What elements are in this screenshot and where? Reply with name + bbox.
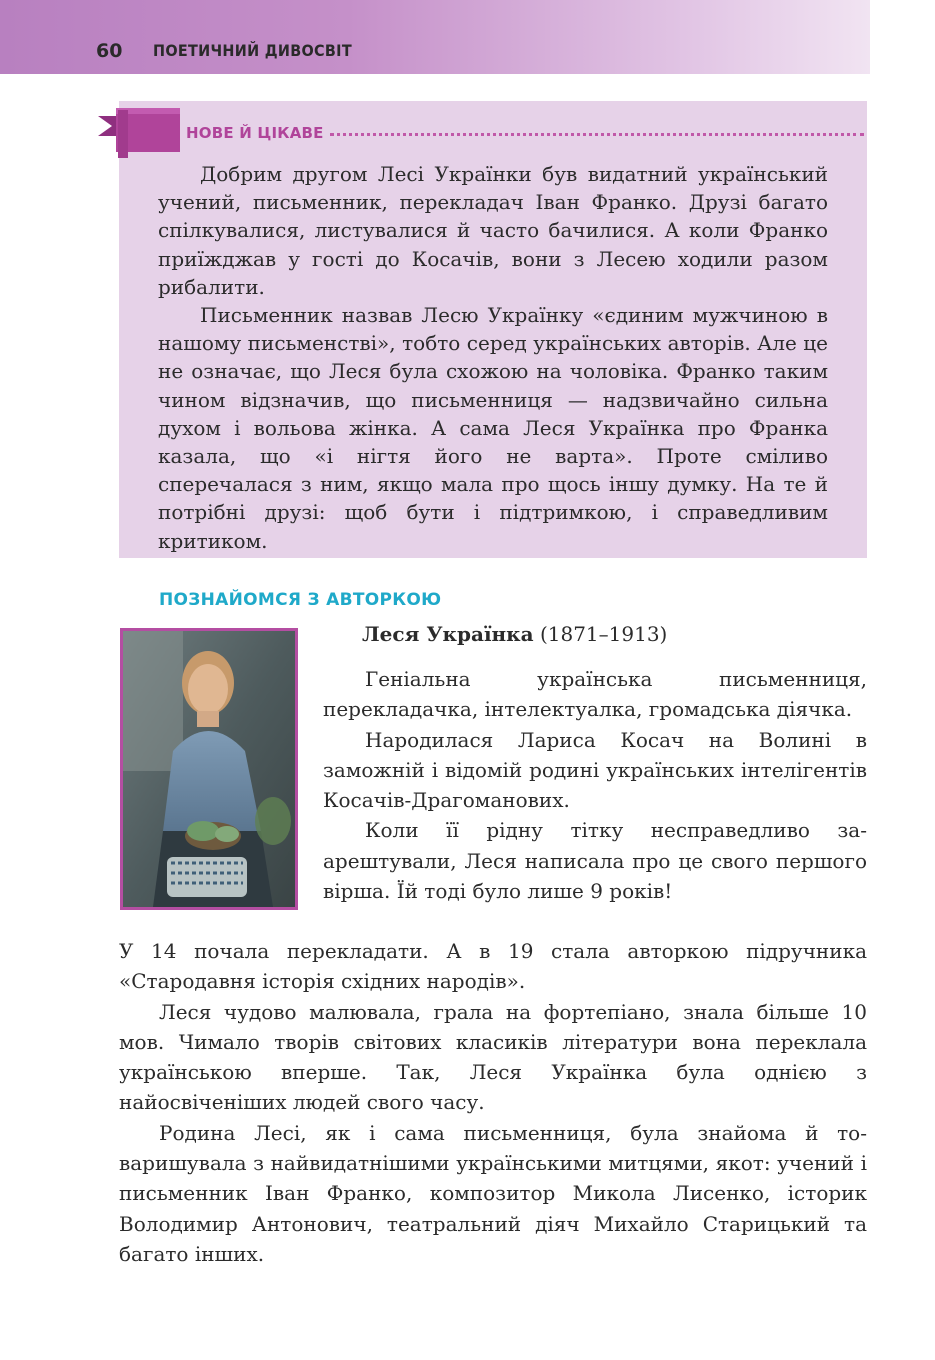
author-years: (1871–1913) [539,622,668,646]
bio-paragraph: Леся чудово малювала, грала на фортепіано, знала більше 10 мов. Чимало творів світових класиків літератури вона переклала українською вперше. Так, Леся Українка була однією з найосвіченіших людей свого часу. [119,999,867,1115]
dotted-divider [330,133,864,136]
box-paragraph: Добрим другом Лесі Українки був видатний український учений, письменник, перекладач Іван Франко. Друзі багато спілкувалися, листувалися й часто бачилися. А коли Франко приїжджав у гості до Косачів, вони з Лесею ходили разом рибалити. [158,162,828,299]
bio-paragraph: У 14 почала перекладати. А в 19 стала авторкою підручника «Стародавня історія східних народів». [119,939,867,994]
author-portrait [120,628,298,910]
bio-paragraph: Народилася Лариса Косач на Волині в заможній і відомій родині українських інтелігентів Косачів-Драгоманових. [323,727,867,813]
page-number: 60 [96,40,123,62]
section-heading: ПОЗНАЙОМСЯ З АВТОРКОЮ [159,590,442,610]
header-band [0,0,870,74]
bio-paragraph: Родина Лесі, як і сама письменниця, була знайома й товаришувала з найвидатнішими українськими митцями, якот: учений і письменник Іван Франко, композитор Микола Лисенко, історик Володимир Антонович, театральний діяч Михайло Старицький та багато інших. [119,1120,867,1266]
running-title: ПОЕТИЧНИЙ ДИВОСВІТ [153,41,352,60]
bio-wide-column [119,936,867,1269]
author-name: Леся Українка [362,622,534,646]
author-line [362,622,667,646]
bio-narrow-column [323,664,867,906]
bio-paragraph: Геніальна українська письменниця, перекладачка, інтелектуалка, громадська діячка. [323,667,867,722]
portrait-illustration [123,631,295,907]
bio-paragraph: Коли її рідну тітку несправедливо заарештували, Леся написала про це свого першого вірша. Їй тоді було лише 9 років! [323,818,867,904]
box-text [158,160,828,555]
box-paragraph: Письменник назвав Лесю Українку «єдиним мужчиною в нашому письменстві», тобто серед українських авторів. Але це не означає, що Леся була схожою на чоловіка. Франко таким чином відзначив, що письменниця — надзвичайно сильна духом і вольова жінка. А сама Леся Українка про Франка казала, що «і нігтя його не варта». Проте сміливо сперечалася з ним, якщо мала про щось іншу думку. На те й потрібні друзі: щоб бути і підтримкою, і справедливим критиком. [158,303,828,553]
box-title: НОВЕ Й ЦІКАВЕ [186,124,324,142]
ribbon-flag-icon [98,108,180,158]
